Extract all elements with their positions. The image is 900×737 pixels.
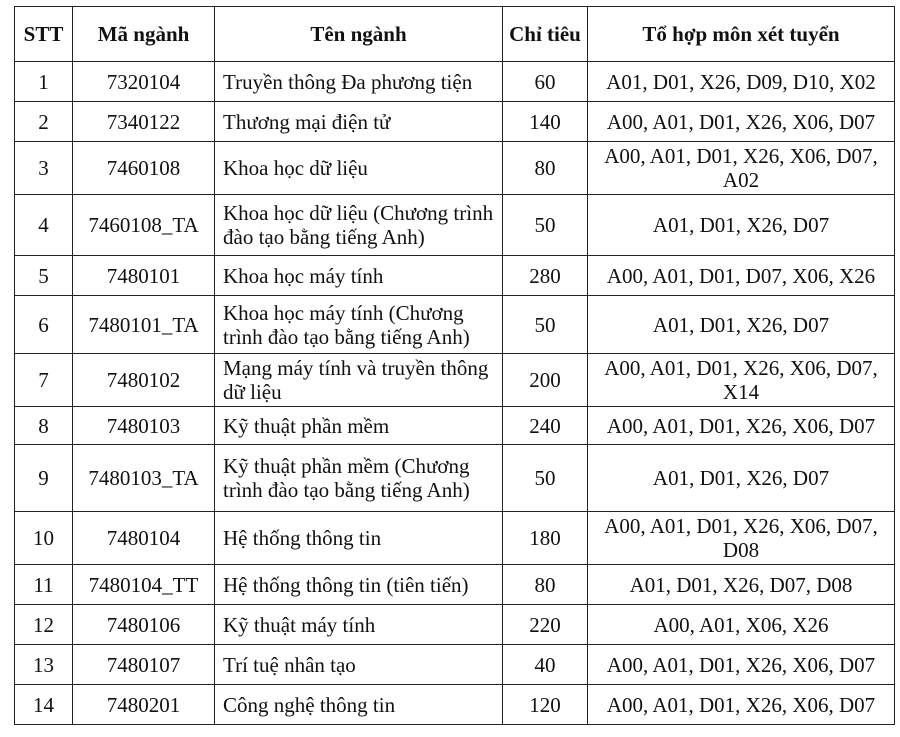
- cell-name: Khoa học máy tính: [215, 256, 503, 296]
- header-code: Mã ngành: [73, 7, 215, 62]
- cell-combos: A00, A01, D01, X26, X06, D07: [588, 645, 895, 685]
- header-combos: Tổ hợp môn xét tuyển: [588, 7, 895, 62]
- cell-code: 7460108: [73, 142, 215, 195]
- cell-name: Công nghệ thông tin: [215, 685, 503, 725]
- cell-stt: 2: [15, 102, 73, 142]
- cell-code: 7480101: [73, 256, 215, 296]
- cell-quota: 50: [503, 445, 588, 512]
- cell-stt: 10: [15, 512, 73, 565]
- cell-combos: A00, A01, X06, X26: [588, 605, 895, 645]
- cell-combos: A01, D01, X26, D07: [588, 195, 895, 256]
- cell-quota: 80: [503, 142, 588, 195]
- cell-code: 7480101_TA: [73, 296, 215, 354]
- cell-name: Kỹ thuật phần mềm (Chương trình đào tạo bằng tiếng Anh): [215, 445, 503, 512]
- cell-name: Truyền thông Đa phương tiện: [215, 62, 503, 102]
- cell-stt: 11: [15, 565, 73, 605]
- cell-name: Hệ thống thông tin: [215, 512, 503, 565]
- cell-stt: 1: [15, 62, 73, 102]
- cell-quota: 240: [503, 407, 588, 445]
- cell-quota: 120: [503, 685, 588, 725]
- table-row: [15, 195, 895, 256]
- table-row: [15, 256, 895, 296]
- cell-code: 7480102: [73, 354, 215, 407]
- admission-table: [14, 6, 895, 725]
- cell-quota: 80: [503, 565, 588, 605]
- header-stt: STT: [15, 7, 73, 62]
- cell-stt: 9: [15, 445, 73, 512]
- cell-name: Khoa học máy tính (Chương trình đào tạo bằng tiếng Anh): [215, 296, 503, 354]
- cell-quota: 50: [503, 296, 588, 354]
- table-row: [15, 685, 895, 725]
- table-row: [15, 142, 895, 195]
- cell-quota: 280: [503, 256, 588, 296]
- table-row: [15, 565, 895, 605]
- cell-combos: A01, D01, X26, D07, D08: [588, 565, 895, 605]
- table-row: [15, 512, 895, 565]
- cell-quota: 200: [503, 354, 588, 407]
- cell-code: 7480201: [73, 685, 215, 725]
- cell-stt: 7: [15, 354, 73, 407]
- cell-combos: A00, A01, D01, D07, X06, X26: [588, 256, 895, 296]
- cell-stt: 3: [15, 142, 73, 195]
- cell-code: 7480106: [73, 605, 215, 645]
- cell-name: Khoa học dữ liệu: [215, 142, 503, 195]
- cell-code: 7480104_TT: [73, 565, 215, 605]
- table-row: [15, 354, 895, 407]
- cell-stt: 8: [15, 407, 73, 445]
- cell-stt: 6: [15, 296, 73, 354]
- cell-name: Trí tuệ nhân tạo: [215, 645, 503, 685]
- cell-combos: A00, A01, D01, X26, X06, D07: [588, 685, 895, 725]
- cell-name: Kỹ thuật máy tính: [215, 605, 503, 645]
- cell-combos: A01, D01, X26, D09, D10, X02: [588, 62, 895, 102]
- cell-stt: 5: [15, 256, 73, 296]
- cell-combos: A01, D01, X26, D07: [588, 296, 895, 354]
- table-row: [15, 605, 895, 645]
- cell-code: 7480103: [73, 407, 215, 445]
- table-row: [15, 102, 895, 142]
- cell-stt: 4: [15, 195, 73, 256]
- cell-combos: A01, D01, X26, D07: [588, 445, 895, 512]
- cell-name: Khoa học dữ liệu (Chương trình đào tạo bằng tiếng Anh): [215, 195, 503, 256]
- cell-quota: 140: [503, 102, 588, 142]
- cell-code: 7340122: [73, 102, 215, 142]
- cell-combos: A00, A01, D01, X26, X06, D07: [588, 102, 895, 142]
- cell-quota: 180: [503, 512, 588, 565]
- table-row: [15, 407, 895, 445]
- cell-name: Hệ thống thông tin (tiên tiến): [215, 565, 503, 605]
- table-row: [15, 645, 895, 685]
- cell-code: 7480104: [73, 512, 215, 565]
- cell-code: 7320104: [73, 62, 215, 102]
- cell-stt: 14: [15, 685, 73, 725]
- cell-stt: 12: [15, 605, 73, 645]
- cell-name: Mạng máy tính và truyền thông dữ liệu: [215, 354, 503, 407]
- cell-combos: A00, A01, D01, X26, X06, D07: [588, 407, 895, 445]
- header-quota: Chỉ tiêu: [503, 7, 588, 62]
- table-row: [15, 62, 895, 102]
- cell-combos: A00, A01, D01, X26, X06, D07, D08: [588, 512, 895, 565]
- cell-code: 7480107: [73, 645, 215, 685]
- header-name: Tên ngành: [215, 7, 503, 62]
- cell-combos: A00, A01, D01, X26, X06, D07, X14: [588, 354, 895, 407]
- cell-code: 7460108_TA: [73, 195, 215, 256]
- cell-combos: A00, A01, D01, X26, X06, D07, A02: [588, 142, 895, 195]
- cell-stt: 13: [15, 645, 73, 685]
- cell-name: Kỹ thuật phần mềm: [215, 407, 503, 445]
- cell-quota: 220: [503, 605, 588, 645]
- cell-quota: 60: [503, 62, 588, 102]
- table-row: [15, 445, 895, 512]
- table-row: [15, 296, 895, 354]
- cell-code: 7480103_TA: [73, 445, 215, 512]
- cell-name: Thương mại điện tử: [215, 102, 503, 142]
- cell-quota: 40: [503, 645, 588, 685]
- header-row: [15, 7, 895, 62]
- cell-quota: 50: [503, 195, 588, 256]
